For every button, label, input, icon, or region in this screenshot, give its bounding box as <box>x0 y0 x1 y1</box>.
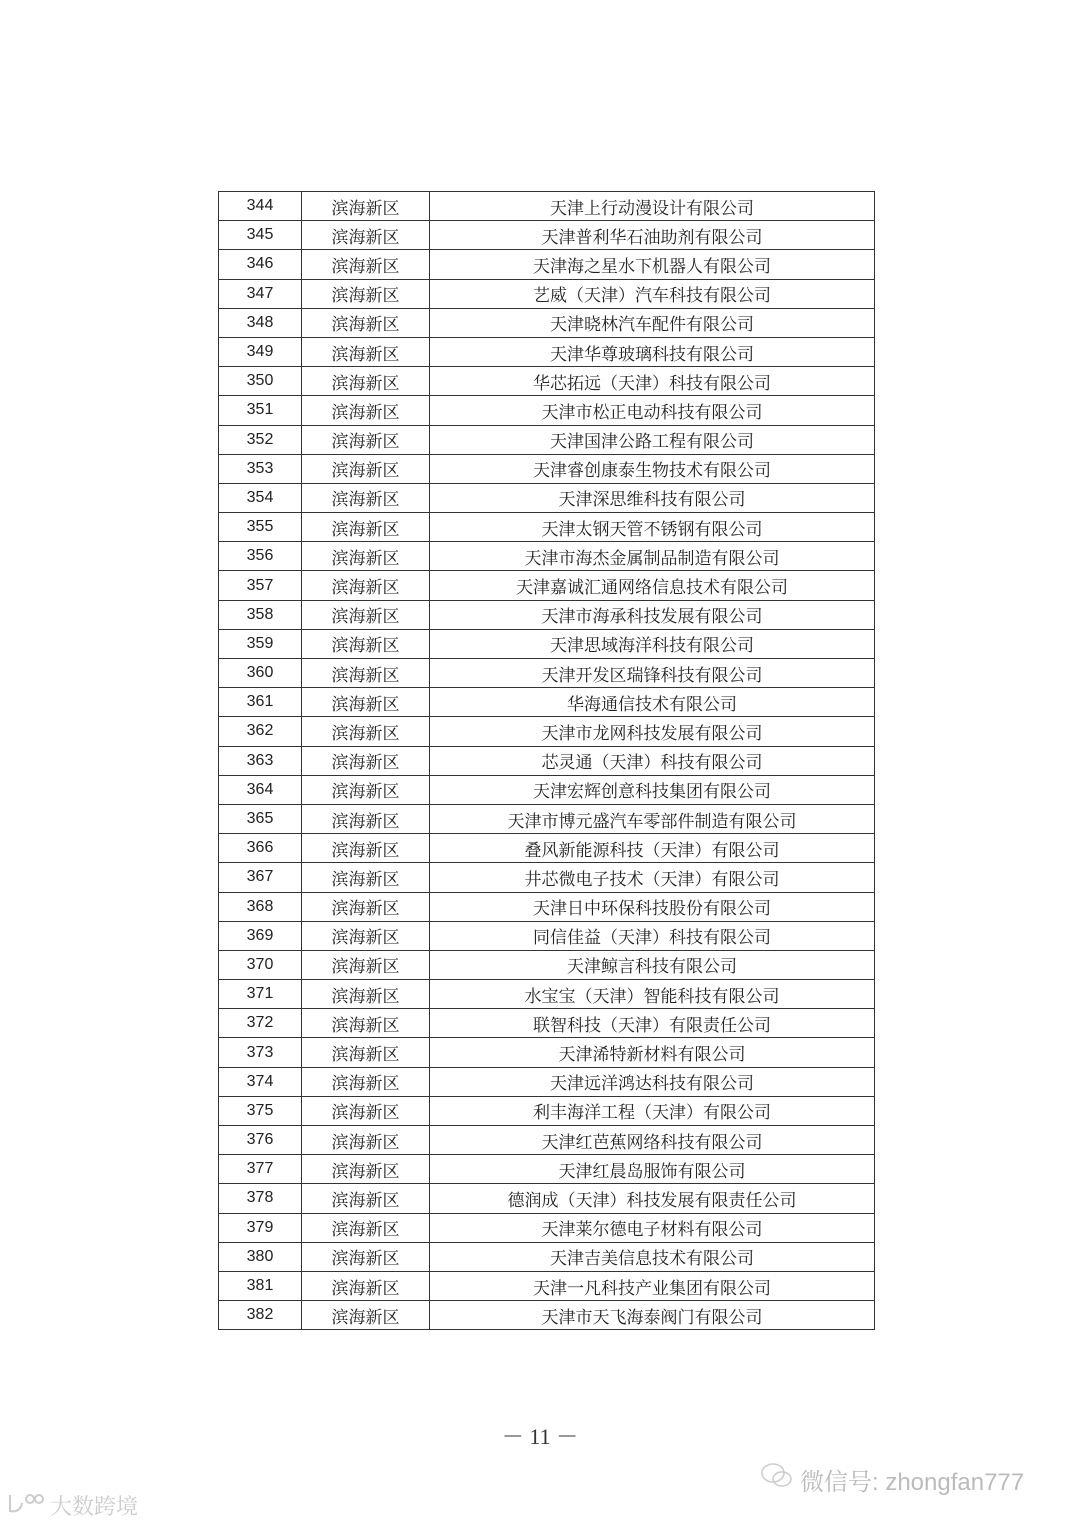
table-row <box>219 279 875 308</box>
district-cell: 滨海新区 <box>302 1009 430 1038</box>
brand-watermark <box>6 1490 138 1521</box>
company-name-cell: 德润成（天津）科技发展有限责任公司 <box>430 1184 875 1213</box>
row-number: 378 <box>219 1184 302 1213</box>
district-cell: 滨海新区 <box>302 1155 430 1184</box>
table-row <box>219 892 875 921</box>
row-number: 362 <box>219 717 302 746</box>
table-row <box>219 367 875 396</box>
company-name-cell: 天津日中环保科技股份有限公司 <box>430 892 875 921</box>
company-name-cell: 天津睿创康泰生物技术有限公司 <box>430 454 875 483</box>
company-name-cell: 水宝宝（天津）智能科技有限公司 <box>430 980 875 1009</box>
district-cell: 滨海新区 <box>302 454 430 483</box>
company-name-cell: 天津深思维科技有限公司 <box>430 483 875 512</box>
district-cell: 滨海新区 <box>302 367 430 396</box>
table-row <box>219 425 875 454</box>
district-cell: 滨海新区 <box>302 192 430 221</box>
table-row <box>219 746 875 775</box>
district-cell: 滨海新区 <box>302 834 430 863</box>
row-number: 359 <box>219 629 302 658</box>
company-name-cell: 天津华尊玻璃科技有限公司 <box>430 337 875 366</box>
company-name-cell: 井芯微电子技术（天津）有限公司 <box>430 863 875 892</box>
district-cell: 滨海新区 <box>302 804 430 833</box>
table-row <box>219 659 875 688</box>
table-row <box>219 1213 875 1242</box>
row-number: 353 <box>219 454 302 483</box>
company-name-cell: 天津晓林汽车配件有限公司 <box>430 308 875 337</box>
table-row <box>219 192 875 221</box>
table-row <box>219 629 875 658</box>
company-name-cell: 利丰海洋工程（天津）有限公司 <box>430 1096 875 1125</box>
company-name-cell: 天津国津公路工程有限公司 <box>430 425 875 454</box>
table-row <box>219 1301 875 1330</box>
company-name-cell: 天津宏辉创意科技集团有限公司 <box>430 775 875 804</box>
row-number: 374 <box>219 1067 302 1096</box>
company-name-cell: 联智科技（天津）有限责任公司 <box>430 1009 875 1038</box>
row-number: 351 <box>219 396 302 425</box>
row-number: 350 <box>219 367 302 396</box>
district-cell: 滨海新区 <box>302 1301 430 1330</box>
row-number: 347 <box>219 279 302 308</box>
table-row <box>219 717 875 746</box>
row-number: 349 <box>219 337 302 366</box>
row-number: 379 <box>219 1213 302 1242</box>
row-number: 357 <box>219 571 302 600</box>
district-cell: 滨海新区 <box>302 1126 430 1155</box>
table-row <box>219 921 875 950</box>
row-number: 381 <box>219 1271 302 1300</box>
row-number: 380 <box>219 1242 302 1271</box>
row-number: 377 <box>219 1155 302 1184</box>
district-cell: 滨海新区 <box>302 483 430 512</box>
company-name-cell: 天津普利华石油助剂有限公司 <box>430 221 875 250</box>
row-number: 366 <box>219 834 302 863</box>
company-name-cell: 天津市天飞海泰阀门有限公司 <box>430 1301 875 1330</box>
district-cell: 滨海新区 <box>302 629 430 658</box>
district-cell: 滨海新区 <box>302 1096 430 1125</box>
district-cell: 滨海新区 <box>302 775 430 804</box>
row-number: 376 <box>219 1126 302 1155</box>
row-number: 363 <box>219 746 302 775</box>
district-cell: 滨海新区 <box>302 863 430 892</box>
row-number: 358 <box>219 600 302 629</box>
company-name-cell: 天津思域海洋科技有限公司 <box>430 629 875 658</box>
row-number: 345 <box>219 221 302 250</box>
company-name-cell: 天津市龙网科技发展有限公司 <box>430 717 875 746</box>
district-cell: 滨海新区 <box>302 717 430 746</box>
table-row <box>219 250 875 279</box>
table-row <box>219 600 875 629</box>
row-number: 346 <box>219 250 302 279</box>
row-number: 344 <box>219 192 302 221</box>
company-name-cell: 天津远洋鸿达科技有限公司 <box>430 1067 875 1096</box>
company-name-cell: 华海通信技术有限公司 <box>430 688 875 717</box>
district-cell: 滨海新区 <box>302 279 430 308</box>
table-row <box>219 1009 875 1038</box>
company-name-cell: 同信佳益（天津）科技有限公司 <box>430 921 875 950</box>
brand-logo-icon <box>6 1491 46 1521</box>
table-row <box>219 513 875 542</box>
brand-text: 大数跨境 <box>50 1494 139 1519</box>
row-number: 361 <box>219 688 302 717</box>
table-row <box>219 1038 875 1067</box>
row-number: 382 <box>219 1301 302 1330</box>
district-cell: 滨海新区 <box>302 921 430 950</box>
table-row <box>219 950 875 979</box>
company-name-cell: 天津上行动漫设计有限公司 <box>430 192 875 221</box>
district-cell: 滨海新区 <box>302 1038 430 1067</box>
district-cell: 滨海新区 <box>302 892 430 921</box>
district-cell: 滨海新区 <box>302 600 430 629</box>
table-row <box>219 688 875 717</box>
district-cell: 滨海新区 <box>302 542 430 571</box>
company-name-cell: 天津红晨岛服饰有限公司 <box>430 1155 875 1184</box>
row-number: 370 <box>219 950 302 979</box>
row-number: 364 <box>219 775 302 804</box>
district-cell: 滨海新区 <box>302 1184 430 1213</box>
row-number: 356 <box>219 542 302 571</box>
company-name-cell: 艺威（天津）汽车科技有限公司 <box>430 279 875 308</box>
table-row <box>219 1271 875 1300</box>
row-number: 368 <box>219 892 302 921</box>
district-cell: 滨海新区 <box>302 396 430 425</box>
wechat-watermark <box>760 1461 1024 1498</box>
company-name-cell: 天津开发区瑞锋科技有限公司 <box>430 659 875 688</box>
table-row <box>219 1184 875 1213</box>
district-cell: 滨海新区 <box>302 425 430 454</box>
row-number: 360 <box>219 659 302 688</box>
table-row <box>219 483 875 512</box>
company-name-cell: 天津红芭蕉网络科技有限公司 <box>430 1126 875 1155</box>
table-row <box>219 1242 875 1271</box>
company-name-cell: 天津鲸言科技有限公司 <box>430 950 875 979</box>
table-row <box>219 1126 875 1155</box>
company-name-cell: 天津浠特新材料有限公司 <box>430 1038 875 1067</box>
company-name-cell: 天津市松正电动科技有限公司 <box>430 396 875 425</box>
company-name-cell: 天津市海承科技发展有限公司 <box>430 600 875 629</box>
row-number: 373 <box>219 1038 302 1067</box>
table-row <box>219 542 875 571</box>
table-row <box>219 804 875 833</box>
district-cell: 滨海新区 <box>302 308 430 337</box>
table-row <box>219 834 875 863</box>
table-body <box>219 192 875 1330</box>
table-row <box>219 571 875 600</box>
district-cell: 滨海新区 <box>302 746 430 775</box>
row-number: 348 <box>219 308 302 337</box>
wechat-id-text: 微信号: zhongfan777 <box>800 1469 1025 1496</box>
district-cell: 滨海新区 <box>302 659 430 688</box>
table-row <box>219 308 875 337</box>
table-row <box>219 337 875 366</box>
table-row <box>219 1096 875 1125</box>
wechat-icon <box>760 1461 794 1498</box>
company-name-cell: 芯灵通（天津）科技有限公司 <box>430 746 875 775</box>
row-number: 352 <box>219 425 302 454</box>
row-number: 372 <box>219 1009 302 1038</box>
table-row <box>219 980 875 1009</box>
district-cell: 滨海新区 <box>302 1242 430 1271</box>
company-name-cell: 天津嘉诚汇通网络信息技术有限公司 <box>430 571 875 600</box>
row-number: 367 <box>219 863 302 892</box>
row-number: 371 <box>219 980 302 1009</box>
table-row <box>219 1067 875 1096</box>
table-row <box>219 221 875 250</box>
district-cell: 滨海新区 <box>302 1213 430 1242</box>
district-cell: 滨海新区 <box>302 950 430 979</box>
company-name-cell: 天津海之星水下机器人有限公司 <box>430 250 875 279</box>
row-number: 354 <box>219 483 302 512</box>
district-cell: 滨海新区 <box>302 571 430 600</box>
company-list-table <box>218 191 875 1330</box>
district-cell: 滨海新区 <box>302 980 430 1009</box>
company-name-cell: 天津莱尔德电子材料有限公司 <box>430 1213 875 1242</box>
district-cell: 滨海新区 <box>302 688 430 717</box>
district-cell: 滨海新区 <box>302 221 430 250</box>
district-cell: 滨海新区 <box>302 513 430 542</box>
company-name-cell: 华芯拓远（天津）科技有限公司 <box>430 367 875 396</box>
table-row <box>219 454 875 483</box>
row-number: 355 <box>219 513 302 542</box>
district-cell: 滨海新区 <box>302 250 430 279</box>
company-name-cell: 天津市海杰金属制品制造有限公司 <box>430 542 875 571</box>
row-number: 365 <box>219 804 302 833</box>
page-number: － 11 － <box>501 1424 579 1449</box>
district-cell: 滨海新区 <box>302 337 430 366</box>
company-name-cell: 天津市博元盛汽车零部件制造有限公司 <box>430 804 875 833</box>
district-cell: 滨海新区 <box>302 1067 430 1096</box>
company-name-cell: 天津一凡科技产业集团有限公司 <box>430 1271 875 1300</box>
row-number: 369 <box>219 921 302 950</box>
company-name-cell: 叠风新能源科技（天津）有限公司 <box>430 834 875 863</box>
table-row <box>219 863 875 892</box>
company-name-cell: 天津太钢天管不锈钢有限公司 <box>430 513 875 542</box>
table-row <box>219 1155 875 1184</box>
table-row <box>219 775 875 804</box>
table-row <box>219 396 875 425</box>
district-cell: 滨海新区 <box>302 1271 430 1300</box>
company-name-cell: 天津吉美信息技术有限公司 <box>430 1242 875 1271</box>
row-number: 375 <box>219 1096 302 1125</box>
